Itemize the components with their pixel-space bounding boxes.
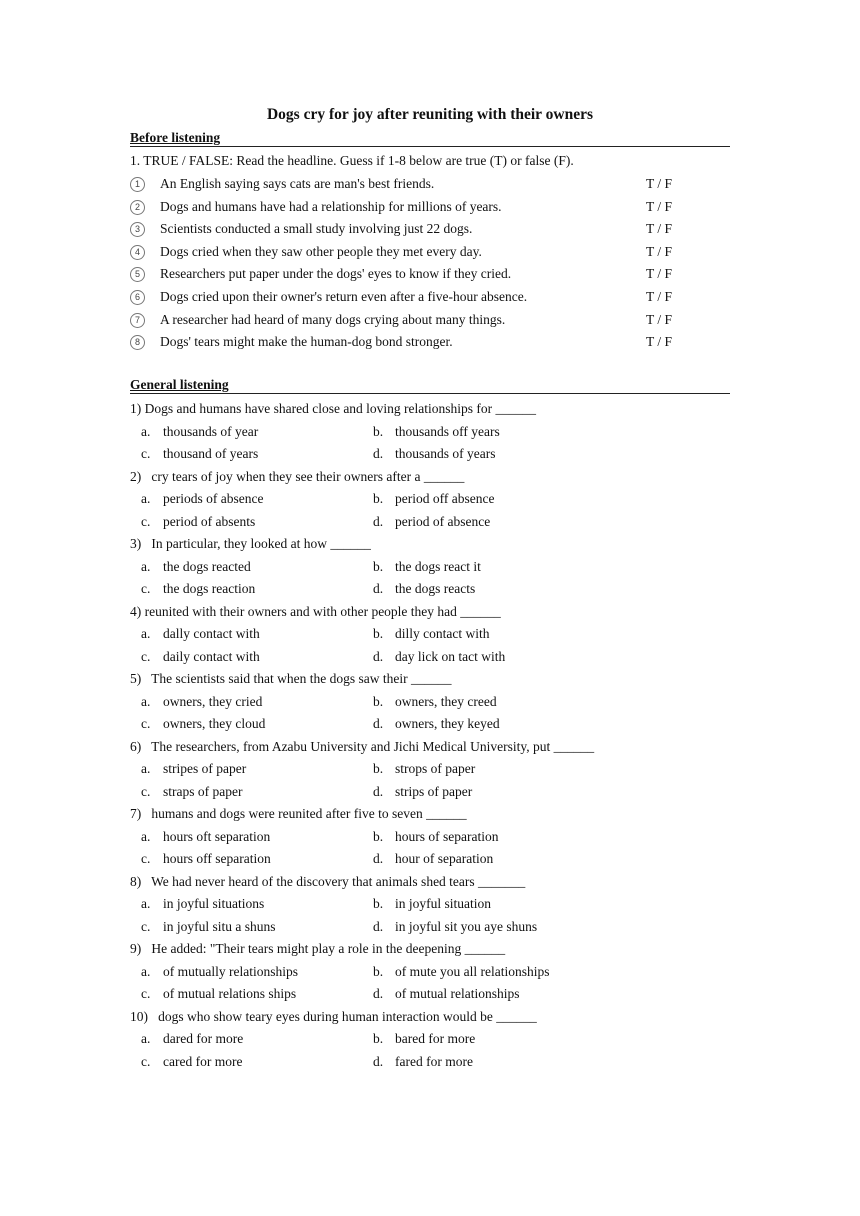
question-stem: 2) cry tears of joy when they see their owners after a ______	[130, 468, 465, 484]
option-text: periods of absence	[163, 491, 264, 506]
option-c[interactable]	[141, 1053, 242, 1071]
option-c[interactable]	[141, 783, 242, 801]
option-d[interactable]	[373, 783, 472, 801]
option-text: the dogs reaction	[163, 581, 256, 596]
tf-instruction: 1. TRUE / FALSE: Read the headline. Guess if 1-8 below are true (T) or false (F).	[130, 153, 574, 168]
option-letter: c.	[141, 513, 151, 529]
option-letter: d.	[373, 918, 384, 934]
option-text: owners, they creed	[395, 693, 497, 709]
option-text: period off absence	[395, 491, 495, 506]
tf-item-number: 3	[130, 222, 145, 237]
tf-item	[130, 265, 730, 283]
option-b[interactable]	[373, 895, 491, 913]
option-b[interactable]	[373, 760, 475, 778]
option-letter: c.	[141, 648, 151, 664]
tf-choice[interactable]: T / F	[646, 334, 673, 350]
option-a[interactable]	[141, 895, 264, 913]
option-b[interactable]	[373, 625, 489, 643]
tf-choice[interactable]: T / F	[646, 266, 673, 282]
tf-item-number: 7	[130, 313, 145, 328]
option-letter: a.	[141, 1031, 151, 1046]
option-letter: a.	[141, 423, 151, 439]
option-a[interactable]	[141, 1030, 243, 1048]
option-c[interactable]	[141, 513, 255, 531]
option-letter: b.	[373, 423, 384, 439]
option-text: cared for more	[163, 1053, 243, 1069]
option-text: strops of paper	[395, 761, 476, 776]
option-letter: a.	[141, 491, 151, 506]
question-stem: 6) The researchers, from Azabu University and Jichi Medical University, put ______	[130, 738, 595, 754]
tf-choice[interactable]: T / F	[646, 198, 673, 214]
tf-item	[130, 220, 730, 238]
option-text: thousands off years	[395, 423, 500, 439]
option-letter: c.	[141, 446, 151, 461]
option-letter: b.	[373, 896, 384, 911]
option-text: owners, they keyed	[395, 716, 500, 731]
option-text: hours off separation	[163, 851, 271, 866]
option-b[interactable]	[373, 490, 494, 508]
option-d[interactable]	[373, 985, 519, 1003]
option-text: dilly contact with	[395, 626, 490, 641]
option-letter: c.	[141, 851, 151, 866]
tf-choice[interactable]: T / F	[646, 176, 673, 191]
option-letter: a.	[141, 693, 151, 709]
section-heading-general: General listening	[130, 377, 229, 393]
option-text: of mute you all relationships	[395, 963, 550, 979]
option-a[interactable]	[141, 693, 262, 711]
option-text: straps of paper	[163, 783, 243, 799]
option-a[interactable]	[141, 423, 258, 441]
option-text: in joyful situ a shuns	[163, 918, 276, 934]
option-text: owners, they cried	[163, 693, 263, 709]
option-letter: c.	[141, 986, 151, 1001]
option-letter: d.	[373, 783, 384, 799]
option-text: of mutual relationships	[395, 986, 520, 1001]
option-letter: a.	[141, 963, 151, 979]
option-letter: d.	[373, 648, 384, 664]
question-stem: 10) dogs who show teary eyes during human interaction would be ______	[130, 1008, 537, 1024]
tf-item-text: Scientists conducted a small study involving just 22 dogs.	[160, 221, 473, 237]
option-letter: a.	[141, 626, 151, 641]
option-a[interactable]	[141, 558, 251, 576]
option-d[interactable]	[373, 918, 537, 936]
tf-item-number: 4	[130, 245, 145, 260]
option-text: thousands of year	[163, 423, 259, 439]
tf-item-text: Dogs cried when they saw other people they met every day.	[160, 243, 482, 259]
option-text: hours of separation	[395, 828, 499, 844]
option-letter: b.	[373, 1031, 384, 1046]
option-letter: c.	[141, 1053, 151, 1069]
option-c[interactable]	[141, 715, 265, 733]
option-d[interactable]	[373, 1053, 473, 1071]
tf-choice[interactable]: T / F	[646, 221, 673, 237]
option-text: dared for more	[163, 1031, 244, 1046]
tf-item-text: Dogs' tears might make the human-dog bond stronger.	[160, 334, 453, 350]
option-d[interactable]	[373, 850, 493, 868]
option-d[interactable]	[373, 580, 475, 598]
option-letter: c.	[141, 716, 151, 731]
option-text: the dogs react it	[395, 558, 481, 574]
question-stem: 5) The scientists said that when the dogs saw their ______	[130, 671, 452, 686]
tf-choice[interactable]: T / F	[646, 311, 673, 327]
option-c[interactable]	[141, 648, 260, 666]
option-letter: b.	[373, 558, 384, 574]
option-letter: b.	[373, 963, 384, 979]
question-stem: 3) In particular, they looked at how ______	[130, 536, 371, 551]
tf-item-number: 5	[130, 267, 145, 282]
option-letter: b.	[373, 761, 384, 776]
option-letter: d.	[373, 851, 384, 866]
option-letter: b.	[373, 626, 384, 641]
option-text: dally contact with	[163, 626, 260, 641]
option-c[interactable]	[141, 850, 271, 868]
option-letter: a.	[141, 558, 151, 574]
tf-item	[130, 288, 730, 306]
tf-item	[130, 333, 730, 351]
option-letter: c.	[141, 581, 151, 596]
option-text: daily contact with	[163, 648, 260, 664]
option-letter: a.	[141, 761, 151, 776]
option-letter: d.	[373, 581, 384, 596]
option-a[interactable]	[141, 625, 260, 643]
tf-item-number: 2	[130, 200, 145, 215]
question-stem: 8) We had never heard of the discovery that animals shed tears _______	[130, 873, 526, 889]
option-letter: b.	[373, 693, 384, 709]
option-text: bared for more	[395, 1031, 476, 1046]
option-d[interactable]	[373, 715, 500, 733]
option-text: period of absence	[395, 513, 491, 529]
tf-item-text: Dogs and humans have had a relationship for millions of years.	[160, 198, 502, 214]
option-letter: c.	[141, 783, 151, 799]
option-text: period of absents	[163, 513, 256, 529]
option-letter: c.	[141, 918, 151, 934]
option-text: in joyful sit you aye shuns	[395, 918, 538, 934]
option-text: thousand of years	[163, 446, 259, 461]
option-letter: a.	[141, 896, 151, 911]
tf-item-text: A researcher had heard of many dogs crying about many things.	[160, 311, 506, 327]
tf-item-text: Researchers put paper under the dogs' eyes to know if they cried.	[160, 266, 512, 282]
option-b[interactable]	[373, 693, 497, 711]
option-letter: d.	[373, 716, 384, 731]
option-letter: d.	[373, 513, 384, 529]
section-heading-before: Before listening	[130, 130, 220, 146]
tf-item	[130, 243, 730, 261]
question-stem: 4) reunited with their owners and with other people they had ______	[130, 603, 501, 619]
option-text: thousands of years	[395, 446, 496, 461]
option-b[interactable]	[373, 423, 500, 441]
question-stem: 7) humans and dogs were reunited after five to seven ______	[130, 806, 467, 821]
option-text: owners, they cloud	[163, 716, 266, 731]
option-b[interactable]	[373, 558, 481, 576]
option-text: fared for more	[395, 1053, 473, 1069]
option-a[interactable]	[141, 490, 263, 508]
option-letter: d.	[373, 446, 384, 461]
option-letter: d.	[373, 986, 384, 1001]
option-a[interactable]	[141, 963, 298, 981]
question-stem: 9) He added: "Their tears might play a role in the deepening ______	[130, 941, 506, 956]
option-text: the dogs reacted	[163, 558, 251, 574]
tf-item	[130, 311, 730, 329]
page-title: Dogs cry for joy after reuniting with their owners	[266, 106, 594, 123]
option-text: in joyful situation	[395, 896, 491, 911]
option-b[interactable]	[373, 1030, 475, 1048]
question-stem: 1) Dogs and humans have shared close and loving relationships for ______	[130, 401, 537, 416]
option-c[interactable]	[141, 445, 258, 463]
option-c[interactable]	[141, 918, 276, 936]
option-c[interactable]	[141, 985, 296, 1003]
option-text: day lick on tact with	[395, 648, 506, 664]
option-letter: b.	[373, 491, 384, 506]
tf-choice[interactable]: T / F	[646, 243, 673, 259]
option-d[interactable]	[373, 648, 505, 666]
option-text: stripes of paper	[163, 761, 247, 776]
option-text: hours oft separation	[163, 828, 271, 844]
option-text: of mutually relationships	[163, 963, 298, 979]
option-b[interactable]	[373, 828, 498, 846]
option-letter: a.	[141, 828, 151, 844]
option-b[interactable]	[373, 963, 549, 981]
tf-item-number: 6	[130, 290, 145, 305]
option-d[interactable]	[373, 445, 495, 463]
tf-item-number: 1	[130, 177, 145, 192]
option-text: of mutual relations ships	[163, 986, 297, 1001]
option-d[interactable]	[373, 513, 490, 531]
option-a[interactable]	[141, 828, 270, 846]
tf-item-text: An English saying says cats are man's best friends.	[160, 176, 435, 191]
option-a[interactable]	[141, 760, 246, 778]
option-letter: b.	[373, 828, 384, 844]
option-c[interactable]	[141, 580, 255, 598]
tf-item-text: Dogs cried upon their owner's return even after a five-hour absence.	[160, 289, 528, 304]
tf-item	[130, 175, 730, 193]
option-text: the dogs reacts	[395, 581, 476, 596]
option-letter: d.	[373, 1053, 384, 1069]
option-text: strips of paper	[395, 783, 473, 799]
option-text: in joyful situations	[163, 896, 265, 911]
tf-item	[130, 198, 730, 216]
option-text: hour of separation	[395, 851, 494, 866]
tf-item-number: 8	[130, 335, 145, 350]
tf-choice[interactable]: T / F	[646, 289, 673, 304]
